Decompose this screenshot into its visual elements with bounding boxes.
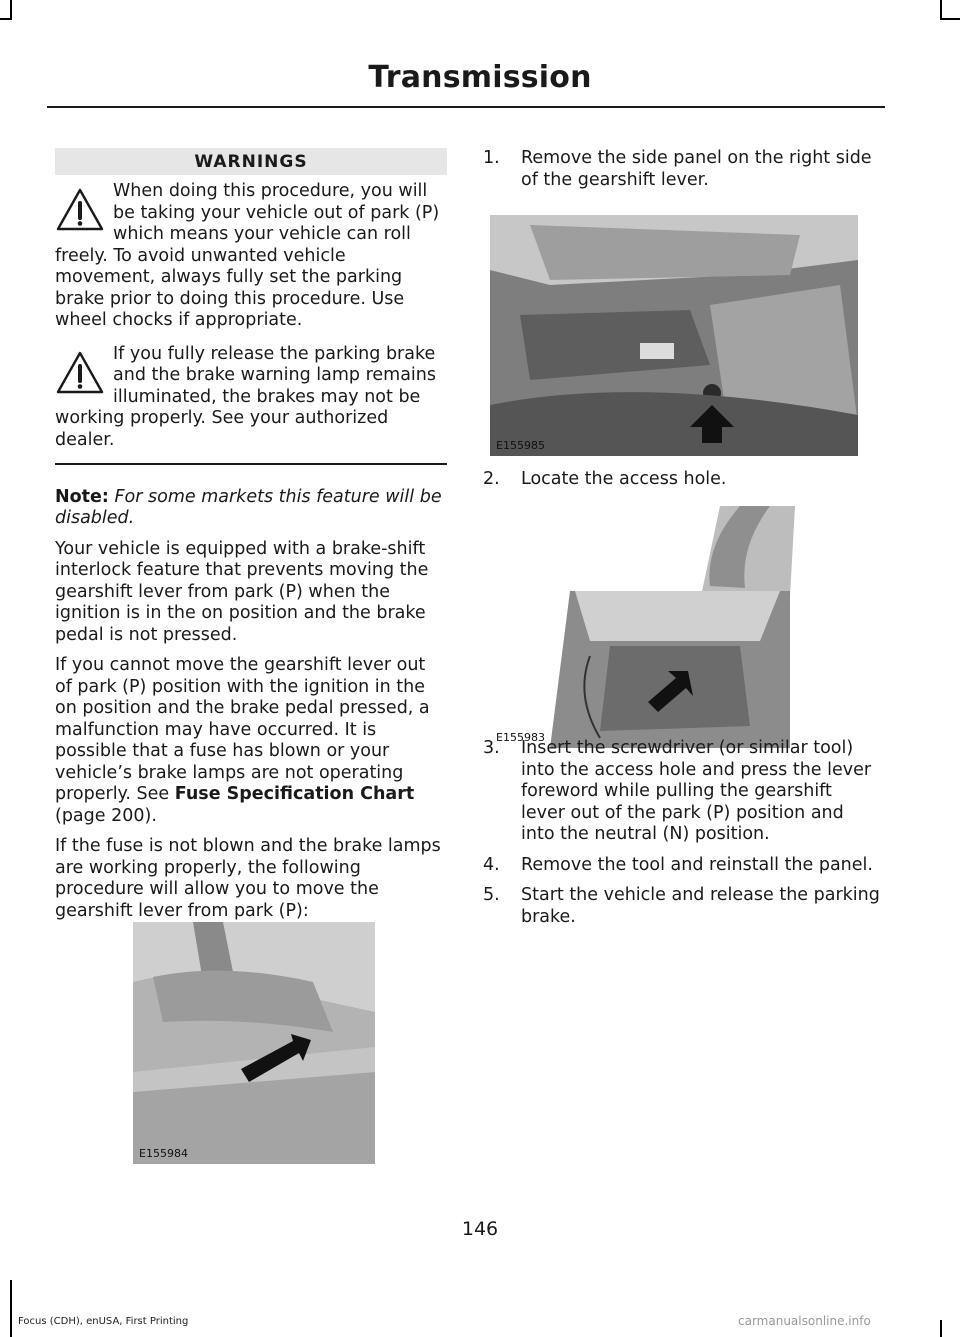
- figure-code: E155983: [496, 731, 545, 744]
- step-text: Remove the tool and reinstall the panel.: [521, 854, 873, 875]
- step-text: Locate the access hole.: [521, 469, 727, 489]
- crop-mark: [940, 18, 960, 20]
- crop-mark: [10, 0, 12, 20]
- page-title: Transmission: [368, 60, 592, 95]
- gearshift-illustration: [133, 922, 375, 1164]
- paragraph: [55, 655, 447, 827]
- step-2: [483, 469, 880, 491]
- access-hole-photo: [490, 506, 795, 748]
- step-4: [483, 855, 880, 877]
- step-number: 1.: [483, 148, 500, 168]
- step-5: [483, 885, 880, 928]
- paragraph: If the fuse is not blown and the brake lamps are working properly, the following procedure will allow you to move the gearshift lever from park (P):: [55, 836, 441, 921]
- warning-item: [55, 344, 447, 452]
- gearshift-photo: [133, 922, 375, 1164]
- figure-code: E155984: [139, 1147, 188, 1160]
- steps-list: [483, 738, 880, 928]
- paragraph-text: If you cannot move the gearshift lever out of park (P) position with the ignition in the on position and the brake pedal pressed, a malfunction may have occurred. It is possible that a fuse has blown or your vehicle’s brake lamps are not operating properly. See: [55, 655, 430, 804]
- step-number: 5.: [483, 885, 500, 905]
- edition-footer: Focus (CDH), enUSA, First Printing: [18, 1316, 189, 1327]
- step-number: 3.: [483, 738, 500, 758]
- step-1: [483, 148, 880, 191]
- warning-triangle-icon: [55, 187, 105, 233]
- warning-text: If you fully release the parking brake and the brake warning lamp remains illuminated, the brakes may not be working properly. See your authorized dealer.: [55, 343, 436, 450]
- crop-mark: [940, 0, 942, 20]
- side-panel-photo: [490, 215, 858, 456]
- warnings-rule: [55, 463, 447, 465]
- fuse-chart-link[interactable]: Fuse Specification Chart: [174, 784, 415, 804]
- paragraph: Your vehicle is equipped with a brake-shift interlock feature that prevents moving the gearshift lever from park (P) when the ignition is in the on position and the brake pedal is not pressed.: [55, 538, 429, 645]
- paragraph-text: (page 200).: [55, 805, 157, 826]
- step-text: Remove the side panel on the right side of the gearshift lever.: [521, 148, 872, 190]
- warning-text: When doing this procedure, you will be taking your vehicle out of park (P) which means your vehicle can roll freely. To avoid unwanted vehicle movement, always fully set the parking brake prior to doing this procedure. Use wheel chocks if appropriate.: [55, 181, 440, 330]
- step-number: 4.: [483, 854, 500, 875]
- crop-mark: [0, 18, 12, 20]
- step-3: [483, 738, 880, 846]
- left-column: [55, 148, 447, 922]
- step-text: Start the vehicle and release the parking brake.: [521, 885, 880, 927]
- warning-item: [55, 181, 447, 332]
- watermark: carmanualsonline.info: [738, 1314, 871, 1328]
- note-text: For some markets this feature will be disabled.: [55, 486, 442, 528]
- header-rule: [47, 106, 885, 108]
- page-number: 146: [461, 1218, 499, 1240]
- side-panel-illustration: [490, 215, 858, 456]
- note: [55, 487, 447, 530]
- crop-mark: [940, 1320, 942, 1337]
- figure-code: E155985: [496, 439, 545, 452]
- crop-mark: [10, 1280, 12, 1337]
- access-hole-illustration: [490, 506, 795, 748]
- step-text: Insert the screwdriver (or similar tool) into the access hole and press the lever foreword while pulling the gearshift lever out of the park (P) position and into the neutral (N) position.: [521, 738, 872, 844]
- note-label: Note:: [55, 486, 109, 507]
- warning-triangle-icon: [55, 350, 105, 396]
- step-number: 2.: [483, 469, 500, 489]
- warnings-heading: WARNINGS: [55, 148, 447, 175]
